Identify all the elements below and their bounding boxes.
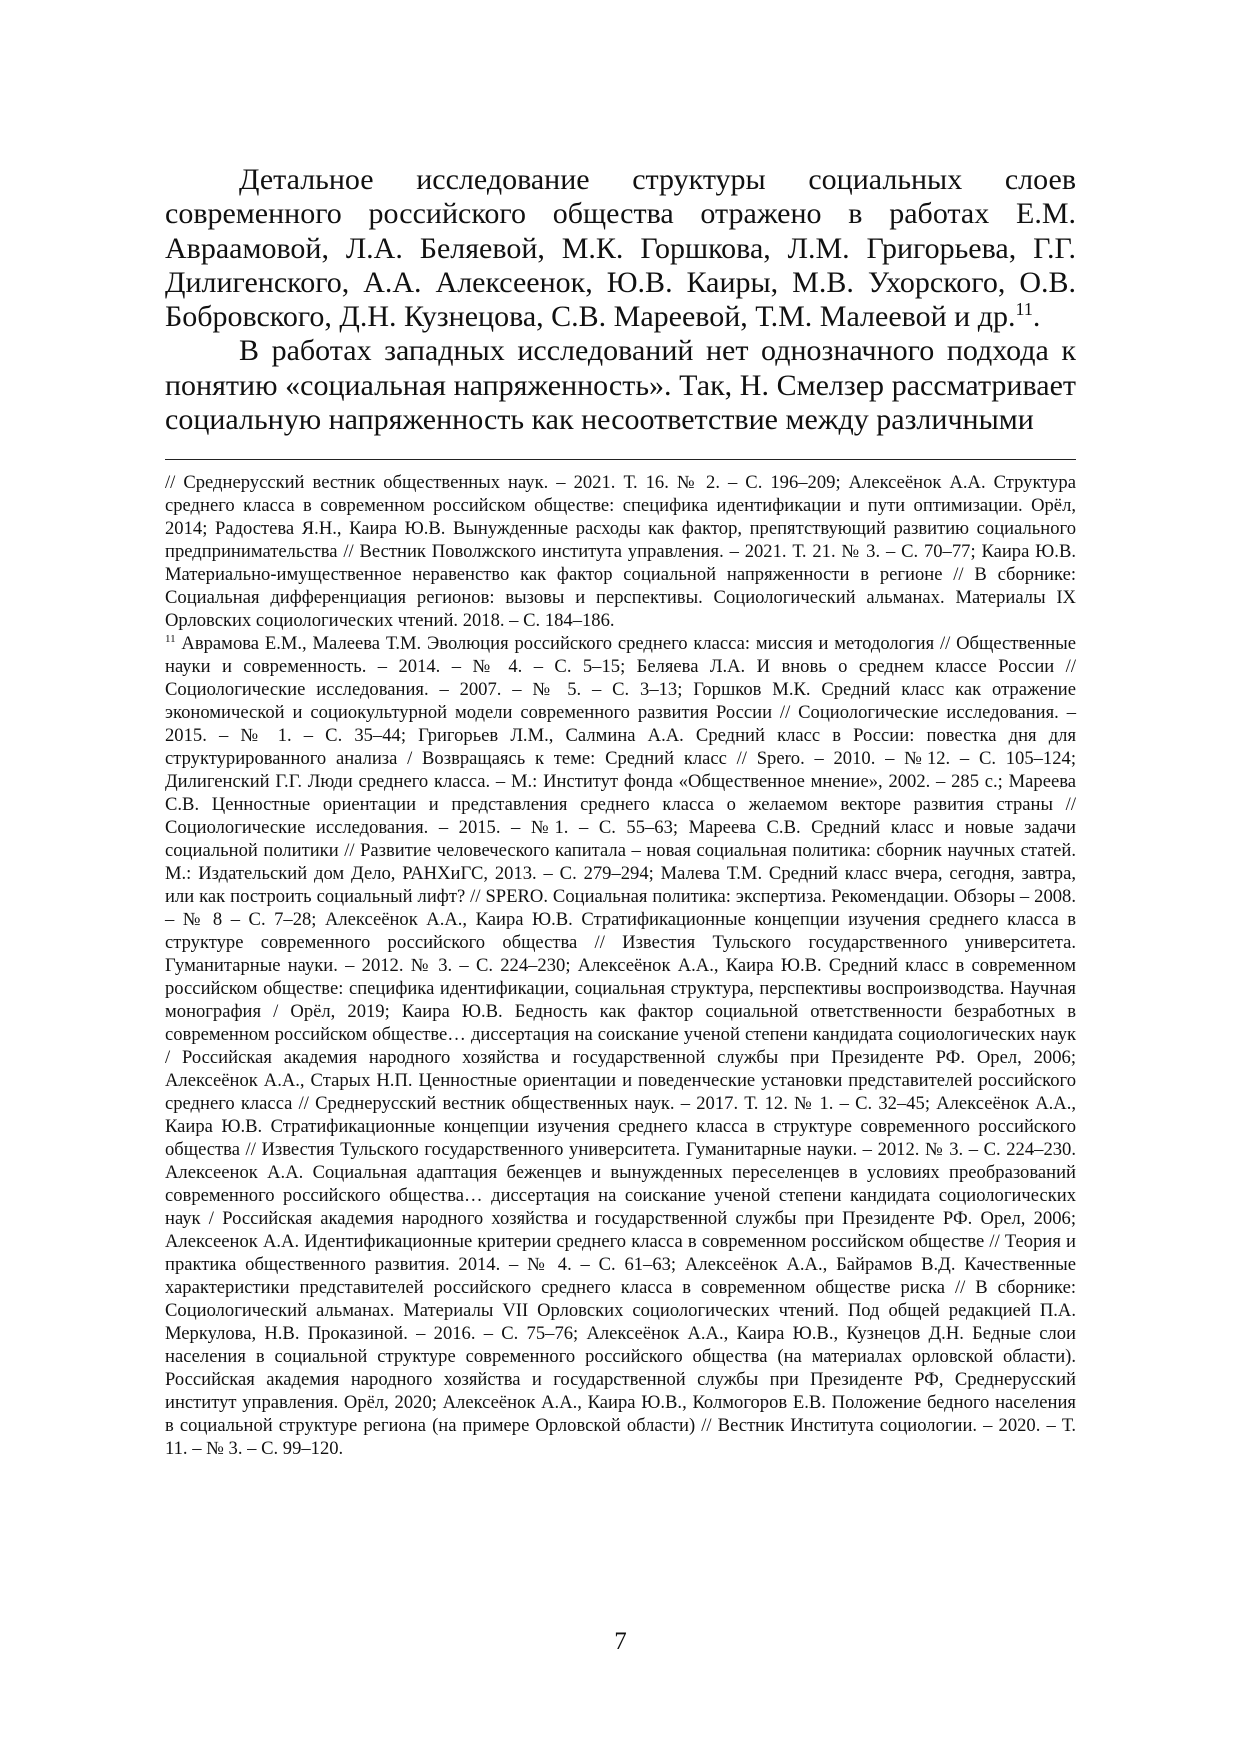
footnotes: [165, 471, 1076, 1460]
footnote-11-mark: 11: [165, 632, 176, 645]
main-paragraph-1-end: .: [1032, 300, 1041, 334]
footnote-separator: [165, 459, 1076, 460]
footnote-ref-11[interactable]: 11: [1015, 299, 1033, 320]
main-paragraph-1-text: Детальное исследование структуры социальных слоев современного российского общества отражено в работах Е.М. Авраамовой, Л.А. Беляевой, М.К. Горшкова, Л.М. Григорьева, Г.Г. Дилигенского, А.А. Алексеенок, Ю.В. Каиры, М.В. Ухорского, О.В. Бобровского, Д.Н. Кузнецова, С.В. Мареевой, Т.М. Малеевой и др.: [165, 163, 1076, 334]
main-text: [165, 163, 1076, 437]
footnote-11: [165, 632, 1076, 1460]
page-number: 7: [614, 1628, 627, 1655]
main-paragraph-1: [165, 163, 1076, 334]
main-paragraph-2: В работах западных исследований нет однозначного подхода к понятию «социальная напряженность». Так, Н. Смелзер рассматривает социальную напряженность как несоответствие между различными: [165, 334, 1076, 437]
footnote-11-text: Аврамова Е.М., Малеева Т.М. Эволюция российского среднего класса: миссия и методология // Общественные науки и современность. – 2014. – № 4. – С. 5–15; Беляева Л.А. И вновь о среднем классе России // Социологические исследования. – 2007. – № 5. – С. 3–13; Горшков М.К. Средний класс как отражение экономической и социокультурной модели современного развития России // Социологические исследования. – 2015. – № 1. – С. 35–44; Григорьев Л.М., Салмина А.А. Средний класс в России: повестка дня для структурированного анализа / Возвращаясь к теме: Средний класс // Spero. – 2010. – №12. – С. 105–124; Дилигенский Г.Г. Люди среднего класса. – М.: Институт фонда «Общественное мнение», 2002. – 285 с.; Мареева С.В. Ценностные ориентации и представления среднего класса о желаемом векторе развития страны // Социологические исследования. – 2015. – №1. – С. 55–63; Мареева С.В. Средний класс и новые задачи социальной политики // Развитие человеческого капитала – новая социальная политика: сборник научных статей. М.: Издательский дом Дело, РАНХиГС, 2013. – С. 279–294; Малева Т.М. Средний класс вчера, сегодня, завтра, или как построить социальный лифт? // SPERO. Социальная политика: экспертиза. Рекомендации. Обзоры – 2008. – № 8 – С. 7–28; Алексеёнок А.А., Каира Ю.В. Стратификационные концепции изучения среднего класса в структуре современного российского общества // Известия Тульского государственного университета. Гуманитарные науки. – 2012. № 3. – С. 224–230; Алексеёнок А.А., Каира Ю.В. Средний класс в современном российском обществе: специфика идентификации, социальная структура, перспективы воспроизводства. Научная монография / Орёл, 2019; Каира Ю.В. Бедность как фактор социальной ответственности безработных в современном российском обществе… диссертация на соискание ученой степени кандидата социологических наук / Российская академия народного хозяйства и государственной службы при Президенте РФ. Орел, 2006; Алексеёнок А.А., Старых Н.П. Ценностные ориентации и поведенческие установки представителей российского среднего класса // Среднерусский вестник общественных наук. – 2017. Т. 12. № 1. – С. 32–45; Алексеёнок А.А., Каира Ю.В. Стратификационные концепции изучения среднего класса в структуре современного российского общества // Известия Тульского государственного университета. Гуманитарные науки. – 2012. № 3. – С. 224–230. Алексеенок А.А. Социальная адаптация беженцев и вынужденных переселенцев в условиях преобразований современного российского общества… диссертация на соискание ученой степени кандидата социологических наук / Российская академия народного хозяйства и государственной службы при Президенте РФ. Орел, 2006; Алексеенок А.А. Идентификационные критерии среднего класса в современном российском обществе // Теория и практика общественного развития. 2014. – № 4. – С. 61–63; Алексеёнок А.А., Байрамов В.Д. Качественные характеристики представителей российского среднего класса в современном обществе риска // В сборнике: Социологический альманах. Материалы VII Орловских социологических чтений. Под общей редакцией П.А. Меркулова, Н.В. Проказиной. – 2016. – С. 75–76; Алексеёнок А.А., Каира Ю.В., Кузнецов Д.Н. Бедные слои населения в социальной структуре современного российского общества (на материалах орловской области). Российская академия народного хозяйства и государственной службы при Президенте РФ, Среднерусский институт управления. Орёл, 2020; Алексеёнок А.А., Каира Ю.В., Колмогоров Е.В. Положение бедного населения в социальной структуре региона (на примере Орловской области) // Вестник Института социологии. – 2020. – Т. 11. – № 3. – С. 99–120.: [165, 633, 1076, 1459]
footnote-continuation: // Среднерусский вестник общественных наук. – 2021. Т. 16. № 2. – С. 196–209; Алексеёнок А.А. Структура среднего класса в современном российском обществе: специфика идентификации и пути оптимизации. Орёл, 2014; Радостева Я.Н., Каира Ю.В. Вынужденные расходы как фактор, препятствующий развитию социального предпринимательства // Вестник Поволжского института управления. – 2021. Т. 21. № 3. – С. 70–77; Каира Ю.В. Материально-имущественное неравенство как фактор социальной напряженности в регионе // В сборнике: Социальная дифференциация регионов: вызовы и перспективы. Социологический альманах. Материалы IX Орловских социологических чтений. 2018. – С. 184–186.: [165, 472, 1076, 631]
